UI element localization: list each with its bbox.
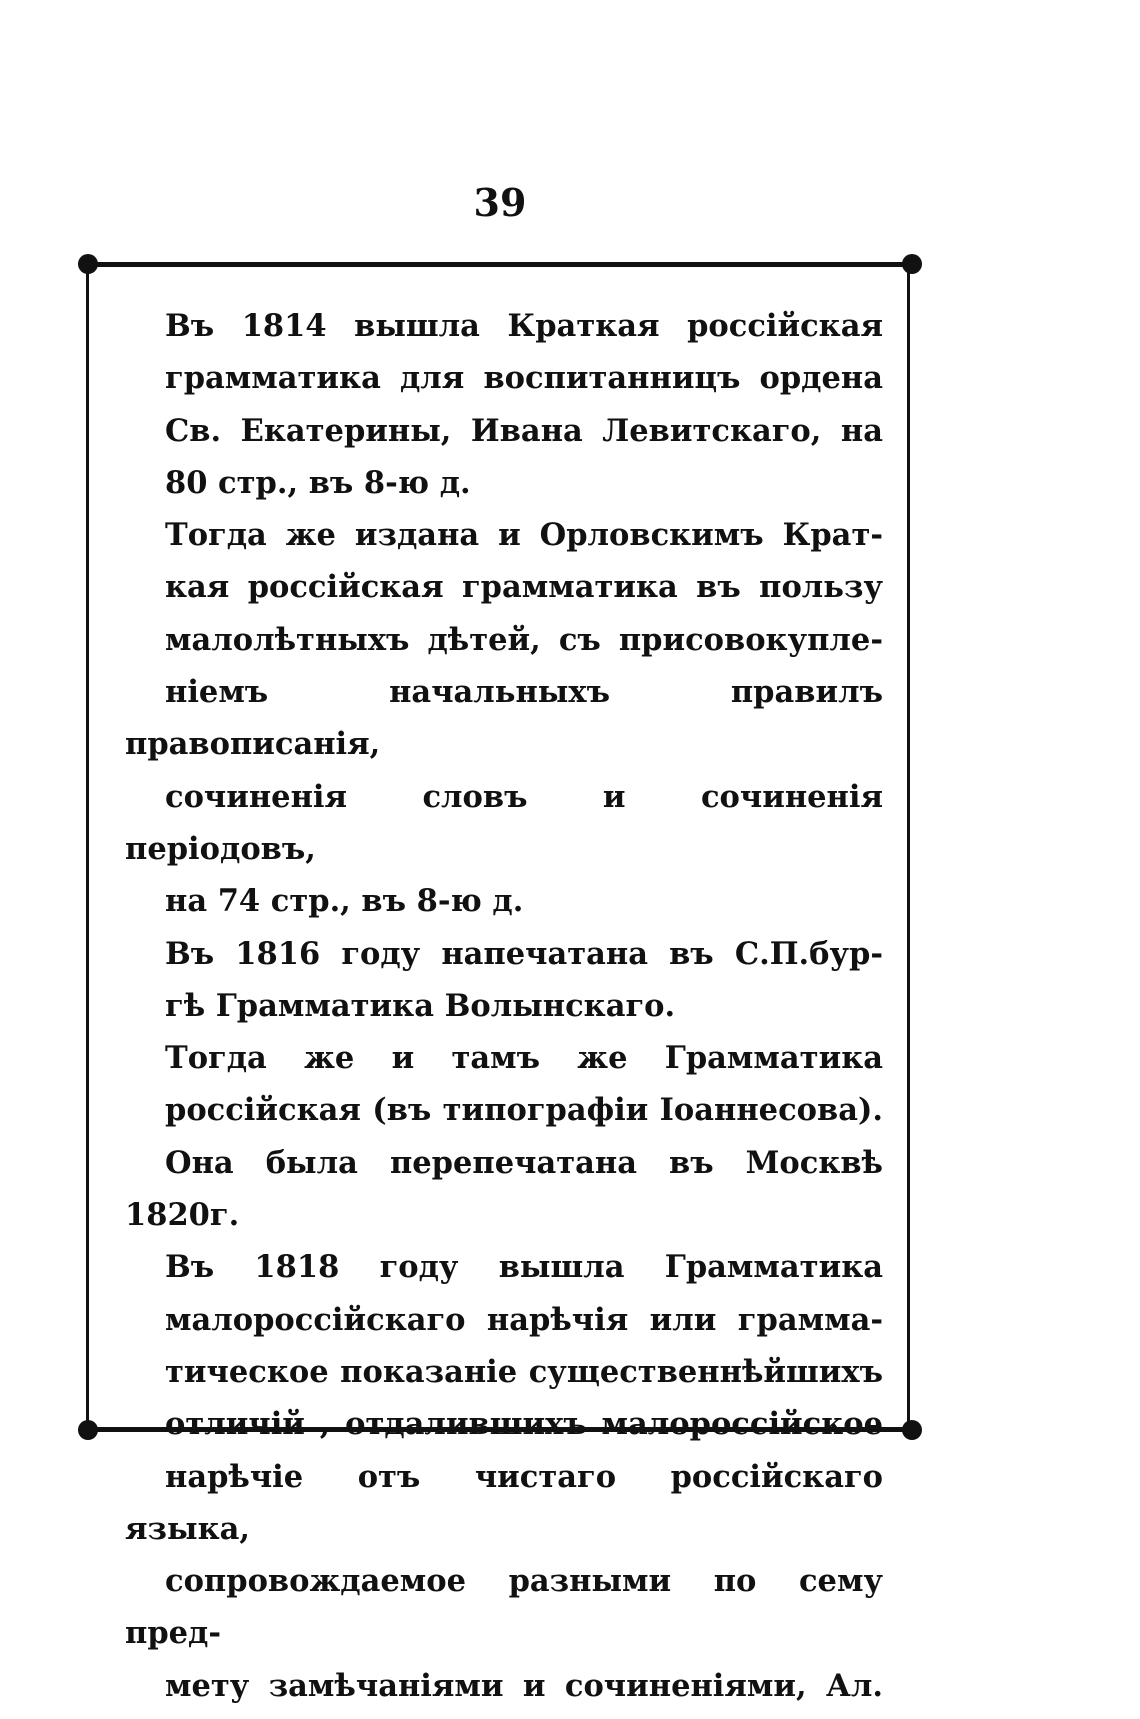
text-line: малороссійскаго нарѣчія или грамма- xyxy=(165,1301,883,1338)
text-line: тическое показаніе существеннѣйшихъ xyxy=(165,1353,883,1390)
text-line: гѣ Грамматика Волынскаго. xyxy=(165,987,676,1024)
text-line: Она была перепечатана въ Москвѣ 1820г. xyxy=(125,1144,883,1234)
frame-top-rule xyxy=(86,262,912,267)
text-line: 80 стр., въ 8-ю д. xyxy=(165,464,471,501)
text-line: Тогда же издана и Орловскимъ Крат- xyxy=(165,517,883,554)
paragraph-1 xyxy=(125,300,883,509)
text-line: Св. Екатерины, Ивана Левитскаго, на xyxy=(165,412,883,449)
text-line: кая россійская грамматика въ пользу xyxy=(165,569,883,606)
text-line: сопровождаемое разными по сему пред- xyxy=(125,1563,883,1652)
paragraph-2 xyxy=(125,509,883,927)
frame-corner-dot-top-left xyxy=(78,254,98,274)
paragraph-4 xyxy=(125,1032,883,1241)
page-number: 39 xyxy=(473,180,527,225)
frame-corner-dot-bottom-right xyxy=(902,1420,922,1440)
paragraph-3 xyxy=(125,928,883,1033)
text-line: ніемъ начальныхъ правилъ правописанія, xyxy=(125,674,883,763)
body-text xyxy=(125,300,883,1712)
text-line: Въ 1818 году вышла Грамматика xyxy=(165,1249,883,1286)
text-line: мету замѣчаніями и сочиненіями, Ал. xyxy=(165,1667,883,1704)
text-line: россійская (въ типографіи Іоаннесова). xyxy=(165,1092,883,1129)
text-line: сочиненія словъ и сочиненія періодовъ, xyxy=(125,778,883,867)
text-line: Въ 1814 вышла Краткая россійская xyxy=(165,308,883,344)
text-line: нарѣчіе отъ чистаго россійскаго языка, xyxy=(125,1458,883,1547)
text-line: грамматика для воспитанницъ ордена xyxy=(165,360,883,397)
text-line: Тогда же и тамъ же Грамматика xyxy=(165,1040,883,1077)
frame-corner-dot-bottom-left xyxy=(78,1420,98,1440)
text-line: малолѣтныхъ дѣтей, съ присовокупле- xyxy=(165,621,883,658)
text-line: на 74 стр., въ 8-ю д. xyxy=(165,883,524,920)
text-line: Въ 1816 году напечатана въ С.П.бур- xyxy=(165,935,883,972)
text-line: отличій , отдалившихъ малороссійское xyxy=(165,1406,883,1443)
frame-corner-dot-top-right xyxy=(902,254,922,274)
paragraph-5 xyxy=(125,1241,883,1712)
